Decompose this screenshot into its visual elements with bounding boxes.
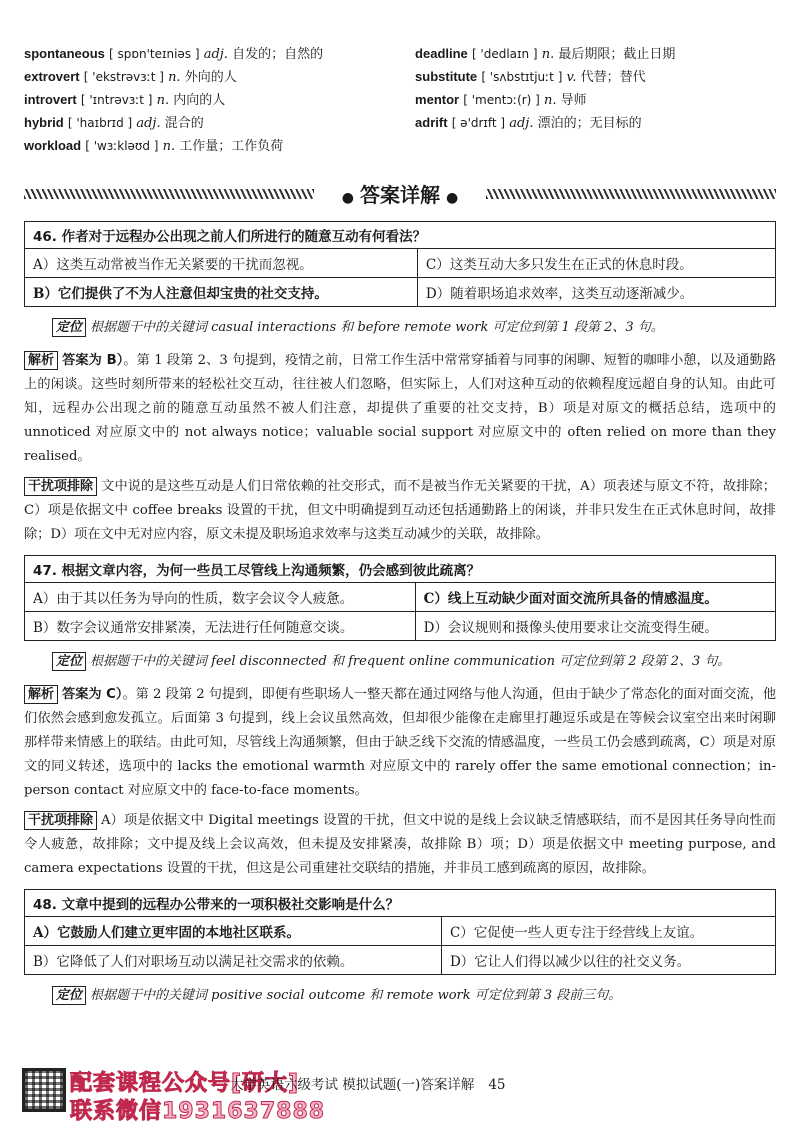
option-a: A）由于其以任务为导向的性质，数字会议令人疲惫。 xyxy=(25,583,416,612)
answer-label: 答案为 C） xyxy=(62,687,123,702)
distractor-text: 文中说的是这些互动是人们日常依赖的社交形式，而不是被当作无关紧要的干扰，A）项表述与原文不符，故排除；C）项是依据文中 coffee breaks 设置的干扰，但文中明确提到互动还包括通勤路上的闲谈，并非只发生在正式休息时间，故排除；D）项在文中无对应内容，原文未提及职场追求效率与这类互动减少的关联，故排除。 xyxy=(24,479,776,542)
distractor-tag: 干扰项排除 xyxy=(24,477,97,496)
vocab-entry xyxy=(415,88,776,111)
analysis-tag: 解析 xyxy=(24,351,58,370)
vocab-word: adrift xyxy=(415,115,448,130)
watermark-line-2: 联系微信1931637888 xyxy=(70,1099,326,1124)
option-d: D）会议规则和摄像头使用要求让交流变得生硬。 xyxy=(415,612,775,641)
vocab-word: substitute xyxy=(415,69,478,84)
section-title xyxy=(320,179,480,208)
analysis-paragraph xyxy=(24,683,776,803)
vocab-definition: 导师 xyxy=(560,93,587,108)
vocab-entry xyxy=(24,88,385,111)
locate-text: 根据题干中的关键词 positive social outcome 和 remote work 可定位到第 3 段前三句。 xyxy=(90,988,622,1003)
question-47-stem: 47. 根据文章内容，为何一些员工尽管线上沟通频繁，仍会感到彼此疏离？ xyxy=(25,556,776,583)
vocab-entry xyxy=(24,65,385,88)
page-footer xyxy=(230,1073,506,1093)
vocab-column-right xyxy=(415,42,776,157)
option-a: A）这类互动常被当作无关紧要的干扰而忽视。 xyxy=(25,249,418,278)
vocab-pos: n. xyxy=(168,70,181,85)
analysis-text: 。第 1 段第 2、3 句提到，疫情之前，日常工作生活中常常穿插着与同事的闲聊、短暂的咖啡小憩，以及通勤路上的闲谈。这些时刻所带来的轻松社交互动，往往被人们忽略，但实际上，人们对这种互动的依赖程度远超自身的认知。由此可知，远程办公出现之前的随意互动虽然不被人们注意，却提供了重要的社交支持，B）项是对原文的概括总结，选项中的 unnoticed 对应原文中的 not always notice；valuable social support 对应原文中的 often relied on more than they realised。 xyxy=(24,353,777,464)
vocab-definition: 最后期限；截止日期 xyxy=(558,47,676,62)
bullet-dot-icon: ● xyxy=(446,190,459,206)
question-48-stem: 48. 文章中提到的远程办公带来的一项积极社交影响是什么？ xyxy=(25,890,776,917)
vocab-word: extrovert xyxy=(24,69,80,84)
distractor-text: A）项是依据文中 Digital meetings 设置的干扰，但文中说的是线上会议缺乏情感联结，而不是因其任务导向性而令人疲惫，故排除；文中提及线上会议高效，但未提及安排紧凑，故排除 B）项；D）项是依据文中 meeting purpose, and camera expectations 设置的干扰，但这是公司重建社交联结的措施，并非员工感到疏离的原因，故排除。 xyxy=(24,813,776,876)
vocab-pos: n. xyxy=(162,139,176,154)
vocab-entry xyxy=(24,42,385,65)
vocab-column-left xyxy=(24,42,385,157)
section-banner xyxy=(24,175,776,215)
vocab-entry xyxy=(415,111,776,134)
vocab-definition: 工作量；工作负荷 xyxy=(179,139,284,154)
vocab-phonetic: [ 'mentɔː(r) ] xyxy=(463,93,540,107)
distractor-paragraph xyxy=(24,475,776,547)
vocab-pos: adj. xyxy=(136,116,161,131)
analysis-paragraph xyxy=(24,349,776,469)
locate-tag: 定位 xyxy=(52,318,86,337)
footer-title: 大学英语六级考试 模拟试题(一)答案详解 xyxy=(230,1077,475,1093)
vocab-phonetic: [ 'ɪntrəvɜːt ] xyxy=(80,93,153,107)
locate-tag: 定位 xyxy=(52,652,86,671)
vocab-entry xyxy=(24,111,385,134)
option-b: B）它降低了人们对职场互动以满足社交需求的依赖。 xyxy=(25,946,442,975)
vocab-word: mentor xyxy=(415,92,460,107)
page-number: 45 xyxy=(488,1077,506,1093)
vocab-phonetic: [ 'dedlaɪn ] xyxy=(471,47,538,61)
question-48-table xyxy=(24,889,776,975)
answer-label: 答案为 B） xyxy=(62,353,124,368)
vocab-word: hybrid xyxy=(24,115,64,130)
vocab-phonetic: [ 'sʌbstɪtjuːt ] xyxy=(481,70,563,84)
question-47-table xyxy=(24,555,776,641)
qr-code-icon xyxy=(22,1068,66,1112)
vocab-word: spontaneous xyxy=(24,46,105,61)
vocab-definition: 混合的 xyxy=(164,116,204,131)
vocab-definition: 漂泊的；无目标的 xyxy=(537,116,642,131)
option-c-correct: C）线上互动缺少面对面交流所具备的情感温度。 xyxy=(415,583,775,612)
vocab-pos: n. xyxy=(544,93,557,108)
page-content xyxy=(24,42,776,1017)
banner-hatch-right xyxy=(486,189,776,199)
watermark-line-1: 配套课程公众号[研大] xyxy=(70,1071,300,1096)
analysis-text: 。第 2 段第 2 句提到，即便有些职场人一整天都在通过网络与他人沟通，但由于缺少了常态化的面对面交流，他们依然会感到愈发孤立。后面第 3 句提到，线上会议虽然高效，但却很少能像在走廊里打趣逗乐或是在等候会议室空出来时闲聊那样带来情感上的联结。由此可知，尽管线上沟通频繁，但由于缺乏线下交流的情感温度，一些员工仍会感到疏离，C）项是对原文的同义转述，选项中的 lacks the emotional warmth 对应原文中的 rarely offer the same emotional connection；in-person contact 对应原文中的 face-to-face moments。 xyxy=(24,687,777,798)
locate-note xyxy=(52,985,776,1007)
question-46-table xyxy=(24,221,776,307)
vocab-definition: 外向的人 xyxy=(184,70,237,85)
bullet-dot-icon: ● xyxy=(341,190,354,206)
locate-text: 根据题干中的关键词 casual interactions 和 before remote work 可定位到第 1 段第 2、3 句。 xyxy=(90,320,664,335)
vocab-pos: n. xyxy=(156,93,170,108)
vocab-phonetic: [ 'haɪbrɪd ] xyxy=(67,116,133,130)
vocab-phonetic: [ 'wɜːkləʊd ] xyxy=(85,139,159,153)
vocab-entry xyxy=(415,65,776,88)
locate-tag: 定位 xyxy=(52,986,86,1005)
vocab-pos: adj. xyxy=(509,116,534,131)
analysis-tag: 解析 xyxy=(24,685,58,704)
vocabulary-list xyxy=(24,42,776,157)
locate-note xyxy=(52,651,776,673)
vocab-definition: 内向的人 xyxy=(173,93,226,108)
option-b-correct: B）它们提供了不为人注意但却宝贵的社交支持。 xyxy=(25,278,418,307)
vocab-entry xyxy=(24,134,385,157)
section-title-text: 答案详解 xyxy=(360,183,440,207)
vocab-phonetic: [ 'ekstrəvɜːt ] xyxy=(83,70,164,84)
vocab-pos: adj. xyxy=(203,47,228,62)
distractor-paragraph xyxy=(24,809,776,881)
vocab-word: workload xyxy=(24,138,82,153)
option-d: D）随着职场追求效率，这类互动逐渐减少。 xyxy=(417,278,775,307)
vocab-phonetic: [ ə'drɪft ] xyxy=(451,116,506,130)
locate-text: 根据题干中的关键词 feel disconnected 和 frequent online communication 可定位到第 2 段第 2、3 句。 xyxy=(90,654,731,669)
vocab-pos: n. xyxy=(541,47,555,62)
option-c: C）这类互动大多只发生在正式的休息时段。 xyxy=(417,249,775,278)
vocab-phonetic: [ spɒn'teɪniəs ] xyxy=(109,47,200,61)
locate-note xyxy=(52,317,776,339)
vocab-entry xyxy=(415,42,776,65)
vocab-word: deadline xyxy=(415,46,468,61)
vocab-pos: v. xyxy=(566,70,577,85)
vocab-definition: 自发的；自然的 xyxy=(232,47,324,62)
vocab-word: introvert xyxy=(24,92,77,107)
question-46-stem: 46. 作者对于远程办公出现之前人们所进行的随意互动有何看法？ xyxy=(25,222,776,249)
option-b: B）数字会议通常安排紧凑，无法进行任何随意交谈。 xyxy=(25,612,416,641)
option-a-correct: A）它鼓励人们建立更牢固的本地社区联系。 xyxy=(25,917,442,946)
option-c: C）它促使一些人更专注于经营线上友谊。 xyxy=(441,917,775,946)
distractor-tag: 干扰项排除 xyxy=(24,811,97,830)
vocab-definition: 代替；替代 xyxy=(580,70,646,85)
option-d: D）它让人们得以减少以往的社交义务。 xyxy=(441,946,775,975)
banner-hatch-left xyxy=(24,189,314,199)
